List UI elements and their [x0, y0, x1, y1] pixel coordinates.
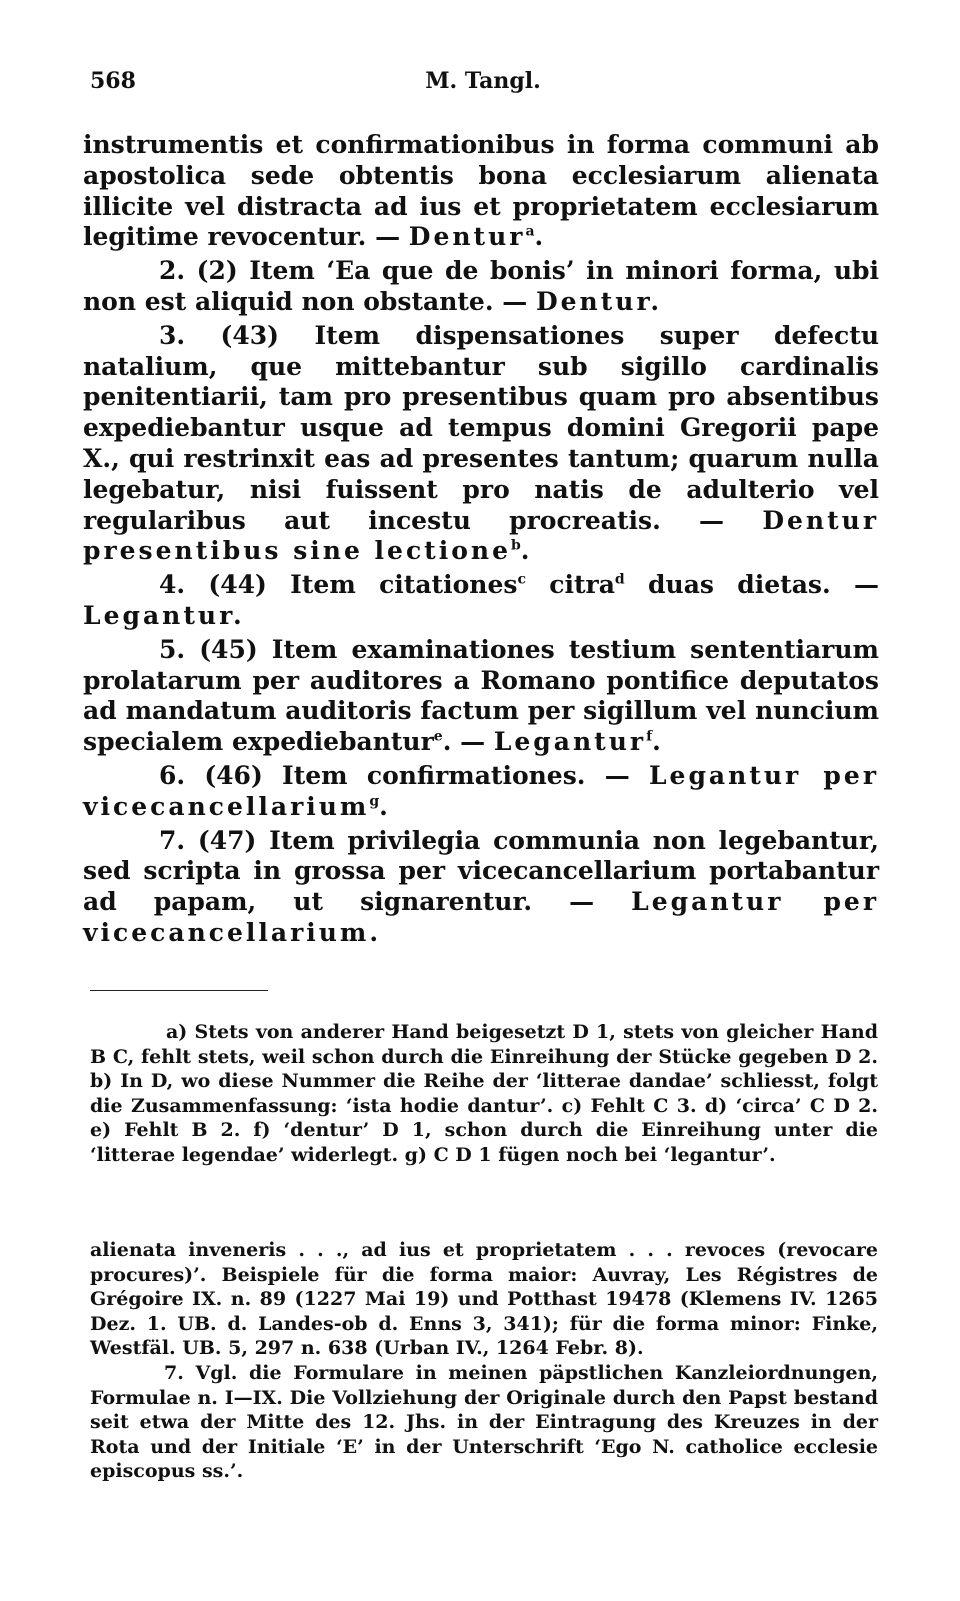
page-header: [90, 68, 876, 102]
paragraph-text: 6. (46) Item confirmationes. —: [159, 760, 649, 790]
verdict: Dentur presentibus sine lectione: [83, 505, 879, 566]
punctuation: .: [379, 791, 388, 821]
punctuation: . —: [442, 727, 494, 757]
note-continuation: alienata inveneris . . ., ad ius et proprietatem . . . revoces (revocare procures)’. Beispiele für die forma maior: Auvray, Les Régistres de Grégoire IX. n. 89 (1227 Mai 19) und Potthast 19478 (Klemens IV. 1265 Dez. 1. UB. d. Landes-ob d. Enns 3, 341); für die forma minor: Finke, Westfäl. UB. 5, 297 n. 638 (Urban IV., 1264 Febr. 8).: [90, 1239, 878, 1360]
paragraph-text: 4. (44) Item citationes: [159, 570, 518, 600]
paragraph-text: duas dietas. —: [624, 570, 879, 600]
paragraph-1: [83, 130, 879, 253]
commentary-notes: [90, 1238, 878, 1484]
paragraph-text: 3. (43) Item dispensationes super defectu natalium, que mittebantur sub sigillo cardinalis penitentiarii, tam pro presentibus quam pro absentibus expediebantur usque ad tempus domini Gregorii pape X., qui restrinxit eas ad presentes tantum; quarum nulla legebatur, nisi fuissent pro natis de adulterio vel regularibus aut incestu procreatis. —: [83, 320, 879, 535]
paragraph-text: 5. (45) Item examinationes testium sententiarum prolatarum per auditores a Romano pontifice deputatos ad mandatum auditoris factum per sigillum vel nuncium specialem expediebantur: [83, 634, 879, 757]
paragraph-text: 7. (47) Item privilegia communia non legebantur, sed scripta in grossa per vicecancellarium portabantur ad papam, ut signarentur. —: [83, 825, 879, 917]
paragraph-3: [83, 321, 879, 567]
verdict: Dentur.: [535, 286, 663, 316]
footnotes: [90, 1020, 878, 1168]
main-text: [83, 130, 879, 949]
footnote-mark: a: [525, 224, 535, 241]
paragraph-7: [83, 826, 879, 949]
punctuation: .: [534, 222, 544, 252]
verdict: Legantur per vicecancellarium.: [83, 887, 879, 947]
punctuation: .: [520, 536, 530, 566]
paragraph-2: [83, 256, 879, 318]
footnote-mark: d: [614, 571, 625, 588]
paragraph-6: [83, 761, 879, 823]
paragraph-4: [83, 570, 879, 632]
paragraph-text: 2. (2) Item ‘Ea que de bonis’ in minori forma, ubi non est aliquid non obstante. —: [83, 256, 879, 316]
verdict: Legantur.: [83, 600, 245, 630]
punctuation: .: [652, 727, 661, 757]
paragraph-text: citra: [525, 570, 615, 600]
footnote-rule: [90, 990, 268, 991]
running-head: M. Tangl.: [425, 68, 541, 94]
page-number: 568: [90, 68, 136, 94]
verdict: Dentur: [408, 222, 526, 252]
footnote-text: a) Stets von anderer Hand beigesetzt D 1, stets von gleicher Hand B C, fehlt stets, weil schon durch die Einreihung der Stücke gegeben D 2. b) In D, wo diese Nummer die Reihe der ‘litterae dandae’ schliesst, folgt die Zusammenfassung: ‘ista hodie dantur’. c) Fehlt C 3. d) ‘circa’ C D 2. e) Fehlt B 2. f) ‘dentur’ D 1, schon durch die Einreihung unter die ‘litterae legendae’ widerlegt. g) C D 1 fügen noch bei ‘legantur’.: [90, 1021, 878, 1166]
footnote-mark: c: [517, 571, 526, 588]
paragraph-5: [83, 635, 879, 758]
footnote-mark: f: [646, 728, 653, 745]
verdict: Legantur per vicecancellarium: [83, 760, 879, 821]
footnote-mark: g: [369, 793, 380, 810]
paragraph-text: instrumentis et confirmationibus in forma communi ab apostolica sede obtentis bona ecclesiarum alienata illicite vel distracta ad ius et proprietatem ecclesiarum legitime revocentur. —: [83, 130, 879, 252]
footnote-mark: e: [433, 728, 443, 745]
note-7: 7. Vgl. die Formulare in meinen päpstlichen Kanzleiordnungen, Formulae n. I—IX. Die Vollziehung der Originale durch den Papst bestand seit etwa der Mitte des 12. Jhs. in der Eintragung des Kreuzes in der Rota und der Initiale ‘E’ in der Unterschrift ‘Ego N. catholice ecclesie episcopus ss.’.: [90, 1361, 878, 1483]
footnote-mark: b: [510, 538, 521, 555]
verdict: Legantur: [493, 727, 647, 757]
